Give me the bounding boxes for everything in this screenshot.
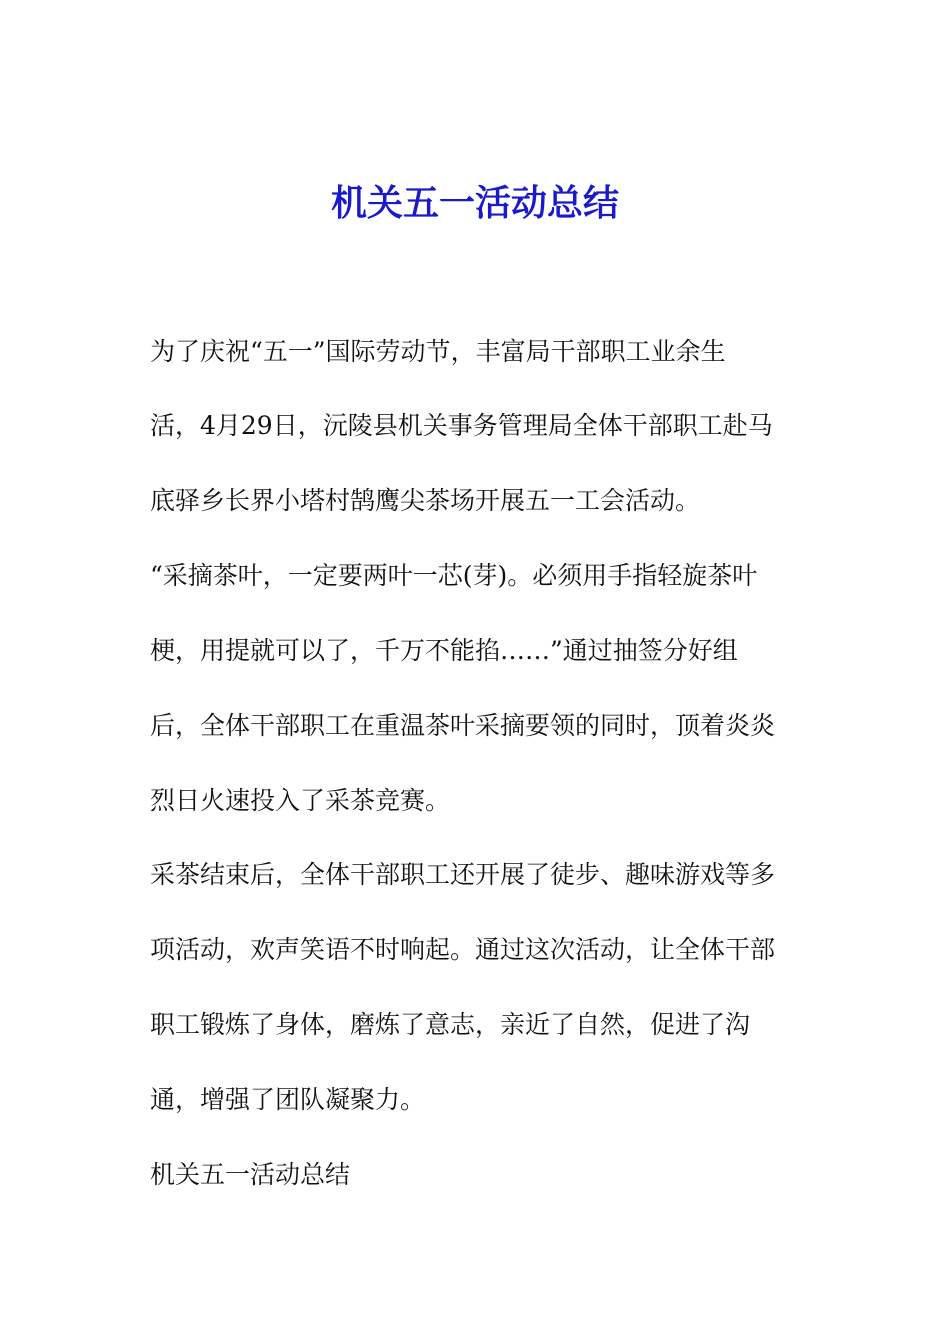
paragraph-line: 梗，用提就可以了，千万不能掐……”通过抽签分好组 <box>150 636 738 665</box>
paragraph-line: 通，增强了团队凝聚力。 <box>150 1085 426 1114</box>
paragraph-line: 采茶结束后，全体干部职工还开展了徒步、趣味游戏等多 <box>150 860 776 889</box>
paragraph-line: 底驿乡长界小塔村鹄鹰尖茶场开展五一工会活动。 <box>150 486 701 515</box>
closing-title-line: 机关五一活动总结 <box>150 1160 351 1189</box>
paragraph-line: 活，4月29日，沅陵县机关事务管理局全体干部职工赴马 <box>150 411 773 440</box>
paragraph-line: 职工锻炼了身体，磨炼了意志，亲近了自然，促进了沟 <box>150 1010 751 1039</box>
document-title: 机关五一活动总结 <box>330 182 619 224</box>
paragraph-line: 后，全体干部职工在重温茶叶采摘要领的同时，顶着炎炎 <box>150 711 776 740</box>
paragraph-line: “采摘茶叶，一定要两叶一芯(芽)。必须用手指轻旋茶叶 <box>150 561 758 590</box>
paragraph-line: 为了庆祝“五一”国际劳动节，丰富局干部职工业余生 <box>150 337 726 366</box>
paragraph-line: 烈日火速投入了采茶竞赛。 <box>150 786 451 815</box>
paragraph-line: 项活动，欢声笑语不时响起。通过这次活动，让全体干部 <box>150 935 776 964</box>
